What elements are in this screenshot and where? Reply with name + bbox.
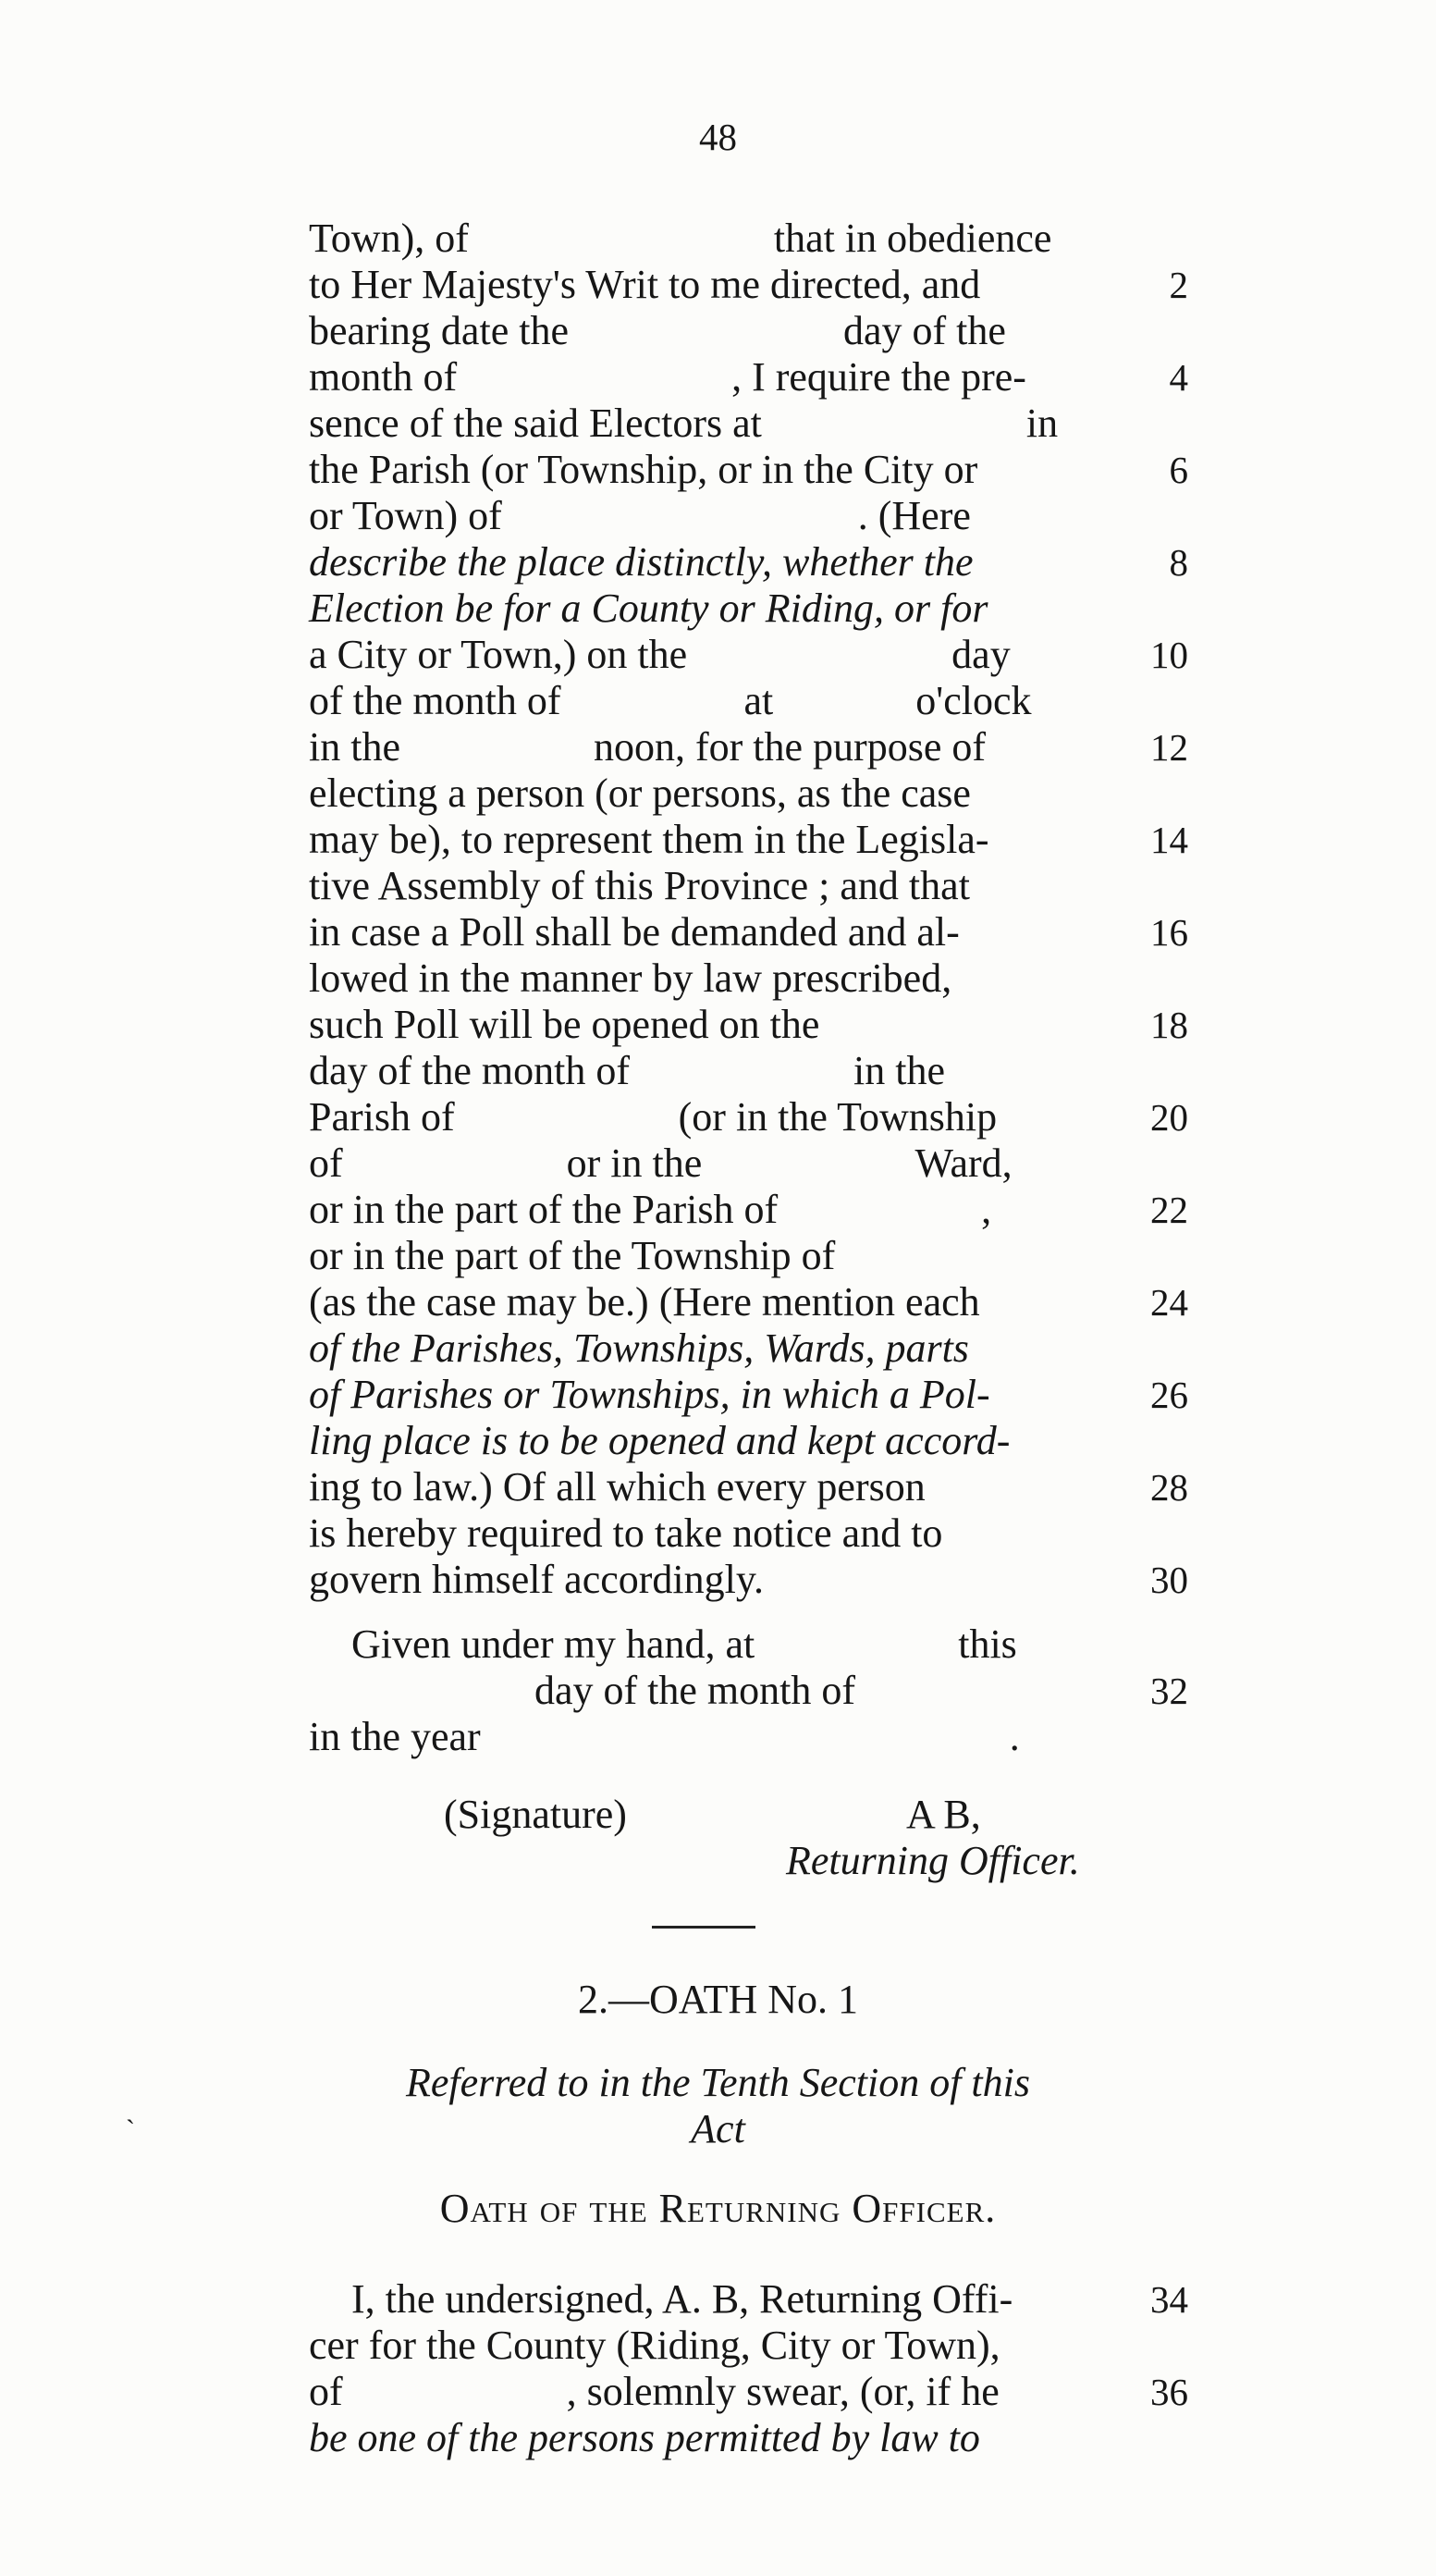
line-number: 34: [1150, 2278, 1188, 2321]
text-line: (as the case may be.) (Here mention each: [309, 1279, 980, 1325]
given-line: day of the month of: [534, 1668, 856, 1713]
text-line: or Town) of . (Here: [309, 493, 971, 538]
text-line: bearing date the day of the: [309, 308, 1006, 353]
text-line: in case a Poll shall be demanded and al-: [309, 909, 960, 955]
oath-heading: 2.—OATH No. 1: [577, 1977, 859, 2022]
line-number: 28: [1150, 1466, 1188, 1509]
oath-text-line: I, the undersigned, A. B, Returning Offi-: [351, 2276, 1013, 2322]
text-line: tive Assembly of this Province ; and that: [309, 863, 970, 908]
text-line: such Poll will be opened on the: [309, 1002, 820, 1047]
text-line: Election be for a County or Riding, or for: [309, 585, 988, 631]
oath-reference-line: Referred to in the Tenth Section of this: [406, 2060, 1030, 2105]
line-number: 36: [1150, 2371, 1188, 2413]
oath-reference-line: Act: [691, 2106, 745, 2151]
line-number: 12: [1150, 726, 1188, 769]
oath-subheading: Oath of the Returning Officer.: [439, 2186, 997, 2231]
text-line: of or in the Ward,: [309, 1140, 1013, 1186]
text-line: Town), of that in obedience: [309, 216, 1052, 261]
text-line: Parish of (or in the Township: [309, 1094, 998, 1140]
oath-text-line: be one of the persons permitted by law to: [309, 2415, 980, 2460]
text-line: of the Parishes, Townships, Wards, parts: [309, 1325, 969, 1371]
given-line: in the year .: [309, 1714, 1020, 1759]
line-number: 20: [1150, 1096, 1188, 1139]
page-number: 48: [699, 116, 737, 158]
text-line: sence of the said Electors at in: [309, 401, 1059, 446]
text-line: ing to law.) Of all which every person: [309, 1464, 926, 1510]
oath-text-line: cer for the County (Riding, City or Town),: [309, 2323, 1000, 2368]
line-number: 2: [1169, 264, 1188, 306]
text-line: or in the part of the Parish of ,: [309, 1187, 992, 1232]
stray-mark: `: [126, 2114, 135, 2145]
line-number: 22: [1150, 1189, 1188, 1231]
signature-name: A B,: [906, 1792, 981, 1837]
line-number: 6: [1169, 449, 1188, 491]
signature-label: (Signature): [444, 1792, 627, 1837]
line-number: 32: [1150, 1670, 1188, 1712]
text-line: in the noon, for the purpose of: [309, 724, 986, 770]
line-number: 26: [1150, 1374, 1188, 1416]
line-number: 24: [1150, 1281, 1188, 1324]
text-line: month of , I require the pre-: [309, 354, 1026, 400]
line-number: 18: [1150, 1004, 1188, 1046]
text-line: a City or Town,) on the day: [309, 632, 1011, 677]
text-line: of the month of at o'clock: [309, 678, 1032, 723]
text-line: to Her Majesty's Writ to me directed, and: [309, 262, 981, 307]
text-line: the Parish (or Township, or in the City or: [309, 447, 978, 492]
text-line: electing a person (or persons, as the case: [309, 770, 971, 816]
text-line: or in the part of the Township of: [309, 1233, 836, 1278]
line-number: 4: [1169, 356, 1188, 399]
text-line: describe the place distinctly, whether the: [309, 539, 974, 585]
line-number: 10: [1150, 634, 1188, 676]
text-line: may be), to represent them in the Legisla-: [309, 817, 989, 862]
text-line: ling place is to be opened and kept accord-: [309, 1418, 1011, 1463]
text-line: is hereby required to take notice and to: [309, 1510, 943, 1556]
text-line: govern himself accordingly.: [309, 1557, 764, 1602]
oath-text-line: of , solemnly swear, (or, if he: [309, 2369, 1000, 2414]
line-number: 16: [1150, 911, 1188, 954]
text-line: lowed in the manner by law prescribed,: [309, 955, 952, 1001]
line-number: 14: [1150, 819, 1188, 861]
line-number: 30: [1150, 1559, 1188, 1601]
text-line: day of the month of in the: [309, 1048, 946, 1093]
given-line: Given under my hand, at this: [351, 1621, 1017, 1667]
line-number: 8: [1169, 541, 1188, 584]
signature-title: Returning Officer.: [786, 1838, 1080, 1883]
text-line: of Parishes or Townships, in which a Pol-: [309, 1372, 990, 1417]
section-divider: [652, 1926, 755, 1929]
